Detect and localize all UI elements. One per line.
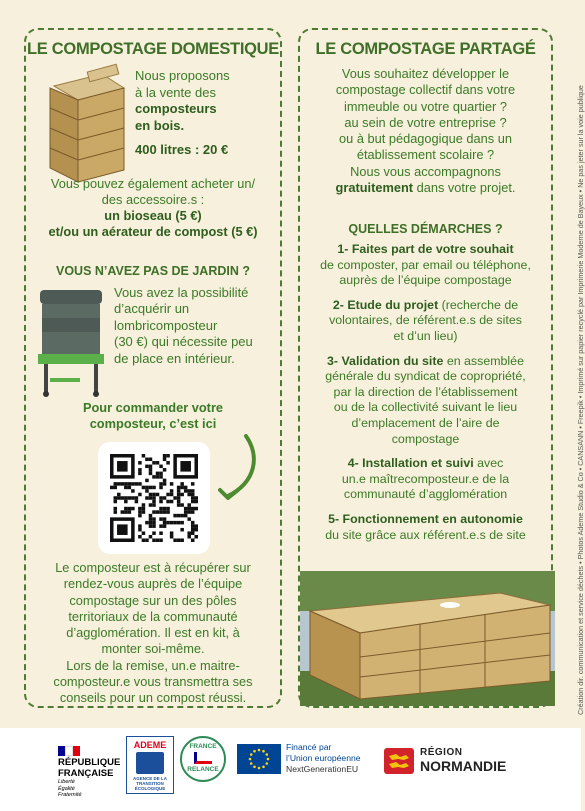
qr-code-icon	[110, 454, 198, 542]
order-qr-code[interactable]	[98, 442, 210, 554]
intro-text: Nous proposons à la vente des composteurs en bois. 400 litres : 20 €	[135, 68, 230, 157]
eu-funding-text: Financé par l’Union européenne NextGenerationEU	[286, 742, 361, 774]
shared-composting-panel	[298, 28, 553, 708]
side-credit: Création dir. communication et service déchets • Photos Ademe Studio & Co • CANSANN • Freepik • Imprimé sur papier recyclé par Imprimerie Moderne de Bayeux • Ne pas jeter sur la voie publique	[576, 85, 585, 715]
france-relance-logo: FRANCE RELANCE	[180, 736, 226, 782]
step-1: 1- Faites part de votre souhait de composter, par email ou téléphone, auprès de l’équipe compostage	[320, 242, 531, 288]
normandie-lions-icon	[384, 748, 414, 774]
pickup-text: Le composteur est à récupérer sur rendez-vous auprès de l’équipe compostage sur un des pôles territoriaux de la communauté d’agglomération. Il est en kit, à monter soi-même. Lors de la remise, un.e maitre- composteur.e vous transmettra ses conseils pour un compost réussi.	[53, 560, 253, 706]
no-garden-subtitle: VOUS N’AVEZ PAS DE JARDIN ?	[55, 264, 250, 278]
eu-flag-icon	[237, 744, 281, 774]
worm-composter-text: Vous avez la possibilité d’acquérir un lombricomposteur (30 €) qui nécessite peu de place en intérieur.	[114, 285, 253, 366]
shared-intro: Vous souhaitez développer le compostage collectif dans votre immeuble ou votre quartier ? au sein de votre entreprise ? ou à but pédagogique dans un établissement scolaire ? Nous vous accompagnons gratuitement dans votre projet.	[335, 66, 516, 196]
order-text: Pour commander votre composteur, c’est ici	[82, 400, 224, 431]
ademe-logo: ADEME AGENCE DE LA TRANSITION ÉCOLOGIQUE	[126, 736, 174, 794]
domestic-title: LE COMPOSTAGE DOMESTIQUE	[27, 40, 279, 58]
curved-arrow-icon	[216, 432, 262, 508]
republique-francaise-logo: RÉPUBLIQUE FRANÇAISE Liberté Égalité Fraternité	[58, 746, 128, 799]
step-4: 4- Installation et suivi avec un.e maîtrecomposteur.e de la communauté d’agglomération	[341, 456, 510, 502]
partner-logos-footer	[0, 728, 581, 811]
domestic-composting-panel	[24, 28, 282, 708]
steps-subtitle: QUELLES DÉMARCHES ?	[348, 222, 503, 236]
steps-list	[300, 242, 551, 543]
step-3: 3- Validation du site en assemblée générale du syndicat de copropriété, par la direction de l’établissement ou de la collectivité suivant le lieu d’emplacement de l’aire de compostage	[325, 353, 526, 446]
wooden-composter-image	[44, 66, 130, 186]
price-text: 400 litres : 20 €	[135, 142, 229, 157]
shared-title: LE COMPOSTAGE PARTAGÉ	[315, 40, 536, 58]
accessories-text: Vous pouvez également acheter un/ des accessoire.s : un bioseau (5 €) et/ou un aérateur de compost (5 €)	[48, 176, 258, 239]
worm-composter-image	[36, 286, 106, 398]
shared-composters-photo	[300, 571, 555, 706]
step-5: 5- Fonctionnement en autonomie du site grâce aux référent.e.s de site	[325, 511, 526, 542]
region-normandie-logo: RÉGION NORMANDIE	[420, 747, 507, 774]
step-2: 2- Etude du projet (recherche de volontaires, de référent.e.s de sites et d’un lieu)	[329, 297, 522, 343]
